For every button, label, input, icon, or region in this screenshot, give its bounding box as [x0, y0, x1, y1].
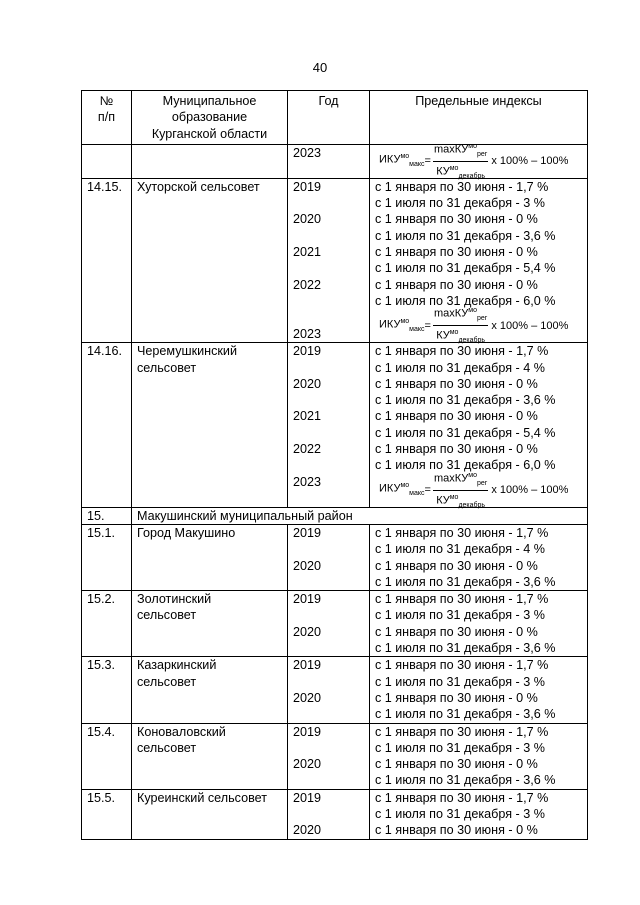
header-year-label: Год	[318, 94, 339, 108]
formula-denominator: $КУ^{мо}_{декабрь}$	[436, 493, 486, 509]
index-line: с 1 января по 30 июня - 0 %	[375, 757, 538, 772]
year-label: 2019	[293, 592, 322, 607]
header-municipality	[132, 91, 288, 145]
year-label: 2019	[293, 724, 322, 739]
row-years	[288, 178, 370, 342]
index-line: с 1 июля по 31 декабря - 5,4 %	[375, 425, 556, 440]
year-label: 2019	[293, 525, 322, 540]
row-years	[288, 591, 370, 657]
index-line: с 1 июля по 31 декабря - 3,6 %	[375, 393, 556, 408]
year-label: 2019	[293, 658, 322, 673]
header-indices	[370, 91, 588, 145]
section-title: Макушинский муниципальный район	[132, 507, 588, 524]
year-label: 2019	[293, 790, 322, 805]
year-label: 2020	[293, 212, 322, 227]
formula-denominator: $КУ^{мо}_{декабрь}$	[436, 329, 486, 345]
index-line: с 1 января по 30 июня - 1,7 %	[375, 525, 549, 540]
municipality-name: Город Макушино	[137, 525, 236, 540]
formula-lhs: $ИКУ^{мо}_{макс}$	[379, 153, 425, 169]
row-indices	[370, 178, 588, 345]
row-num: 15.5.	[82, 789, 132, 839]
row-municipality	[132, 178, 288, 342]
index-line: с 1 июля по 31 декабря - 4 %	[375, 542, 545, 557]
formula-fraction	[433, 469, 488, 512]
formula-equals: =	[424, 155, 431, 168]
table-row	[82, 178, 588, 342]
row-num: 14.15.	[82, 178, 132, 342]
municipality-name: Хуторской сельсовет	[137, 179, 260, 194]
page-number: 40	[312, 60, 328, 75]
formula-lhs: $ИКУ^{мо}_{макс}$	[379, 482, 425, 497]
header-municipality-line: Курганской области	[151, 126, 268, 141]
row-indices	[370, 343, 588, 507]
index-line: с 1 января по 30 июня - 1,7 %	[375, 658, 549, 673]
municipality-name-line: Черемушкинский	[137, 344, 237, 359]
index-line: с 1 июля по 31 декабря - 3,6 %	[375, 574, 556, 589]
index-line: с 1 января по 30 июня - 1,7 %	[375, 179, 549, 194]
formula-denominator: $КУ^{мо}_{декабрь}$	[436, 164, 486, 180]
year-label: 2022	[293, 442, 322, 457]
municipality-name-line: Казаркинский	[137, 658, 217, 673]
max-index-formula	[375, 307, 582, 345]
table-row	[82, 789, 588, 839]
index-line: с 1 июля по 31 декабря - 3 %	[375, 674, 545, 689]
index-line: с 1 января по 30 июня - 0 %	[375, 212, 538, 227]
year-label: 2020	[293, 757, 322, 772]
row-years	[288, 524, 370, 590]
row-num	[82, 144, 132, 178]
row-indices	[370, 144, 588, 178]
row-num: 15.1.	[82, 524, 132, 590]
row-years	[288, 144, 370, 178]
year-label: 2020	[293, 690, 322, 705]
index-line: с 1 января по 30 июня - 0 %	[375, 558, 538, 573]
header-year	[288, 91, 370, 145]
formula-rest: x 100% – 100%	[491, 155, 569, 168]
formula-equals: =	[424, 483, 431, 496]
table-header-row	[82, 91, 588, 145]
formula-numerator: maxКУ$^{мо}_{рег}$	[433, 304, 488, 326]
table-row	[82, 591, 588, 657]
formula-lhs: $ИКУ^{мо}_{макс}$	[379, 317, 425, 333]
row-municipality	[132, 789, 288, 839]
formula-numerator: maxКУ$^{мо}_{рег}$	[433, 469, 488, 491]
row-num: 14.16.	[82, 343, 132, 507]
index-line: с 1 января по 30 июня - 0 %	[375, 376, 538, 391]
row-indices	[370, 657, 588, 723]
index-line: с 1 июля по 31 декабря - 3 %	[375, 740, 545, 755]
index-line: с 1 июля по 31 декабря - 3,6 %	[375, 641, 556, 656]
row-num: 15.3.	[82, 657, 132, 723]
year-label: 2020	[293, 558, 322, 573]
header-indices-label: Предельные индексы	[415, 94, 542, 108]
municipality-name: Куреинский сельсовет	[137, 790, 268, 805]
row-municipality	[132, 723, 288, 789]
year-label: 2021	[293, 409, 322, 424]
header-municipality-line: образование	[171, 110, 248, 125]
index-line: с 1 июля по 31 декабря - 5,4 %	[375, 261, 556, 276]
municipality-name-line: сельсовет	[137, 674, 197, 689]
row-municipality	[132, 591, 288, 657]
row-years	[288, 789, 370, 839]
row-years	[288, 657, 370, 723]
year-label: 2021	[293, 245, 322, 260]
municipality-name-line: Коноваловский	[137, 724, 226, 739]
index-line: с 1 июля по 31 декабря - 3 %	[375, 196, 545, 211]
table-row	[82, 723, 588, 789]
formula-rest: x 100% – 100%	[491, 319, 569, 332]
index-line: с 1 июля по 31 декабря - 3 %	[375, 608, 545, 623]
row-municipality	[132, 144, 288, 178]
municipality-name-line: сельсовет	[137, 360, 197, 375]
year-label: 2019	[293, 344, 322, 359]
year-label: 2020	[293, 376, 322, 391]
formula-fraction	[433, 304, 488, 347]
table-row	[82, 144, 588, 178]
row-indices	[370, 723, 588, 789]
year-label: 2019	[293, 179, 322, 194]
header-municipality-line: Муниципальное	[162, 94, 257, 108]
formula-rest: x 100% – 100%	[491, 483, 569, 496]
year-label: 2023	[293, 326, 322, 341]
header-num-line: п/п	[97, 110, 116, 125]
index-line: с 1 января по 30 июня - 0 %	[375, 823, 538, 838]
index-line: с 1 января по 30 июня - 0 %	[375, 277, 538, 292]
row-num: 15.	[82, 507, 132, 524]
index-line: с 1 января по 30 июня - 1,7 %	[375, 790, 549, 805]
index-line: с 1 января по 30 июня - 0 %	[375, 442, 538, 457]
table-row	[82, 657, 588, 723]
formula-fraction	[433, 140, 488, 183]
index-line: с 1 июля по 31 декабря - 3,6 %	[375, 707, 556, 722]
table-row	[82, 343, 588, 507]
row-municipality	[132, 657, 288, 723]
row-num: 15.2.	[82, 591, 132, 657]
index-line: с 1 июля по 31 декабря - 3,6 %	[375, 773, 556, 788]
index-line: с 1 июля по 31 декабря - 3 %	[375, 806, 545, 821]
header-num-line: №	[99, 94, 114, 108]
row-years	[288, 723, 370, 789]
year-label: 2020	[293, 624, 322, 639]
municipality-name-line: сельсовет	[137, 740, 197, 755]
index-line: с 1 января по 30 июня - 0 %	[375, 245, 538, 260]
row-num: 15.4.	[82, 723, 132, 789]
year-label: 2020	[293, 823, 322, 838]
row-indices	[370, 524, 588, 590]
index-line: с 1 января по 30 июня - 0 %	[375, 624, 538, 639]
index-line: с 1 января по 30 июня - 1,7 %	[375, 592, 549, 607]
index-line: с 1 января по 30 июня - 0 %	[375, 690, 538, 705]
formula-equals: =	[424, 319, 431, 332]
table-row	[82, 524, 588, 590]
row-indices	[370, 591, 588, 657]
max-index-formula	[375, 145, 582, 178]
index-line: с 1 января по 30 июня - 0 %	[375, 409, 538, 424]
index-line: с 1 июля по 31 декабря - 4 %	[375, 360, 545, 375]
max-index-formula	[375, 471, 582, 509]
row-municipality	[132, 524, 288, 590]
year-label: 2023	[293, 474, 322, 489]
index-line: с 1 января по 30 июня - 1,7 %	[375, 724, 549, 739]
header-num	[82, 91, 132, 145]
municipality-name-line: сельсовет	[137, 608, 197, 623]
formula-numerator: maxКУ$^{мо}_{рег}$	[433, 140, 488, 162]
index-line: с 1 июля по 31 декабря - 6,0 %	[375, 293, 556, 308]
index-line: с 1 июля по 31 декабря - 3,6 %	[375, 228, 556, 243]
row-municipality	[132, 343, 288, 507]
row-years	[288, 343, 370, 507]
index-line: с 1 июля по 31 декабря - 6,0 %	[375, 458, 556, 473]
index-line: с 1 января по 30 июня - 1,7 %	[375, 344, 549, 359]
row-indices	[370, 789, 588, 839]
municipality-name-line: Золотинский	[137, 592, 212, 607]
tariff-index-table	[81, 90, 588, 840]
section-row	[82, 507, 588, 524]
year-label: 2023	[293, 145, 322, 160]
year-label: 2022	[293, 277, 322, 292]
